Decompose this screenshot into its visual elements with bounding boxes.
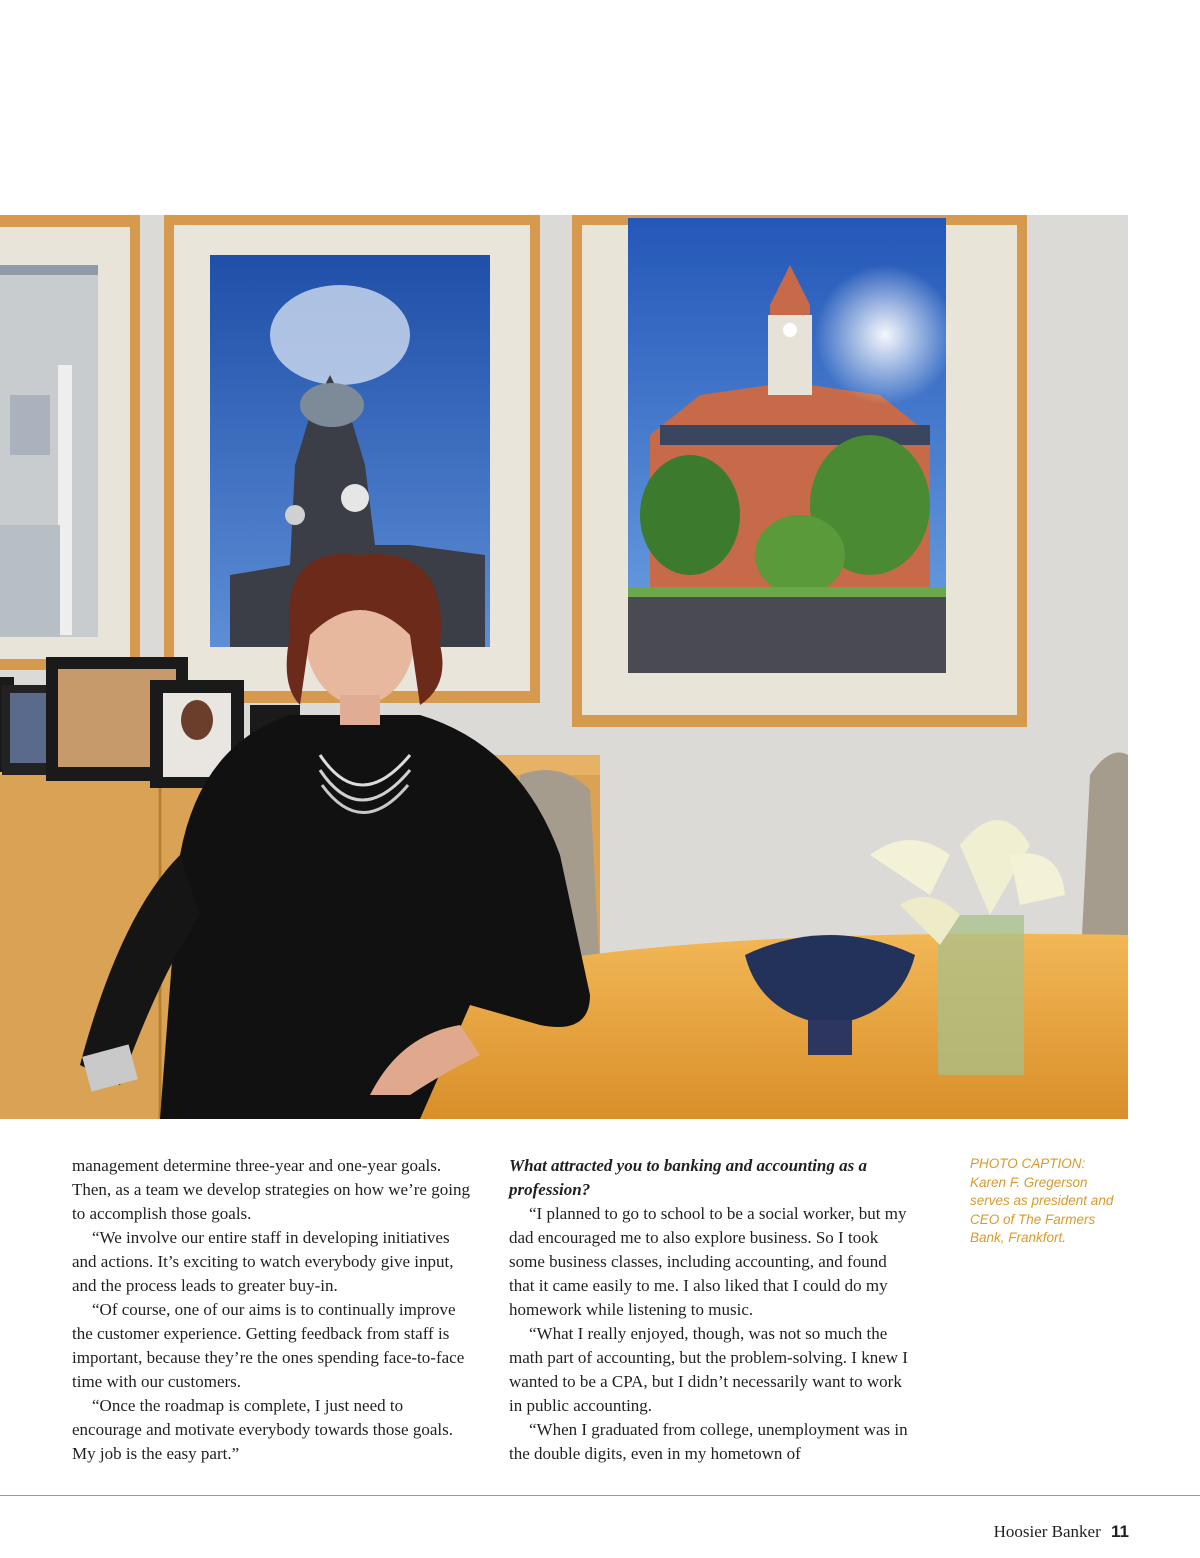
page-footer xyxy=(994,1522,1129,1542)
footer-divider xyxy=(0,1495,1200,1496)
paragraph: “What I really enjoyed, though, was not so much the math part of accounting, but the problem-solving. I knew I wanted to be a CPA, but I didn’t necessarily want to work in public accounting. xyxy=(509,1324,908,1415)
paragraph: “Of course, one of our aims is to continually improve the customer experience. Getting feedback from staff is important, because they’re the ones spending face-to-face time with our customers. xyxy=(72,1300,465,1391)
caption-label: PHOTO CAPTION: xyxy=(970,1156,1086,1171)
publication-name: Hoosier Banker xyxy=(993,1522,1101,1541)
photo-caption xyxy=(970,1155,1130,1248)
interview-question: What attracted you to banking and accounting as a profession? xyxy=(509,1156,867,1199)
article-photo xyxy=(0,215,1128,1119)
paragraph: “We involve our entire staff in developing initiatives and actions. It’s exciting to watch everybody give input, and the process leads to greater buy-in. xyxy=(72,1228,454,1295)
article-column-1 xyxy=(72,1154,472,1466)
paragraph: management determine three-year and one-year goals. Then, as a team we develop strategies on how we’re going to accomplish those goals. xyxy=(72,1156,470,1223)
paragraph: “I planned to go to school to be a social worker, but my dad encouraged me to also explore business. So I took some business classes, including accounting, and found that it came easily to me. I also liked that I could do my homework while listening to music. xyxy=(509,1204,907,1319)
page-number: 11 xyxy=(1111,1522,1129,1541)
caption-text: Karen F. Gregerson serves as president and CEO of The Farmers Bank, Frankfort. xyxy=(970,1174,1114,1245)
article-column-2 xyxy=(509,1154,909,1466)
paragraph: “When I graduated from college, unemployment was in the double digits, even in my hometown of xyxy=(509,1420,908,1463)
paragraph: “Once the roadmap is complete, I just need to encourage and motivate everybody towards those goals. My job is the easy part.” xyxy=(72,1396,453,1463)
